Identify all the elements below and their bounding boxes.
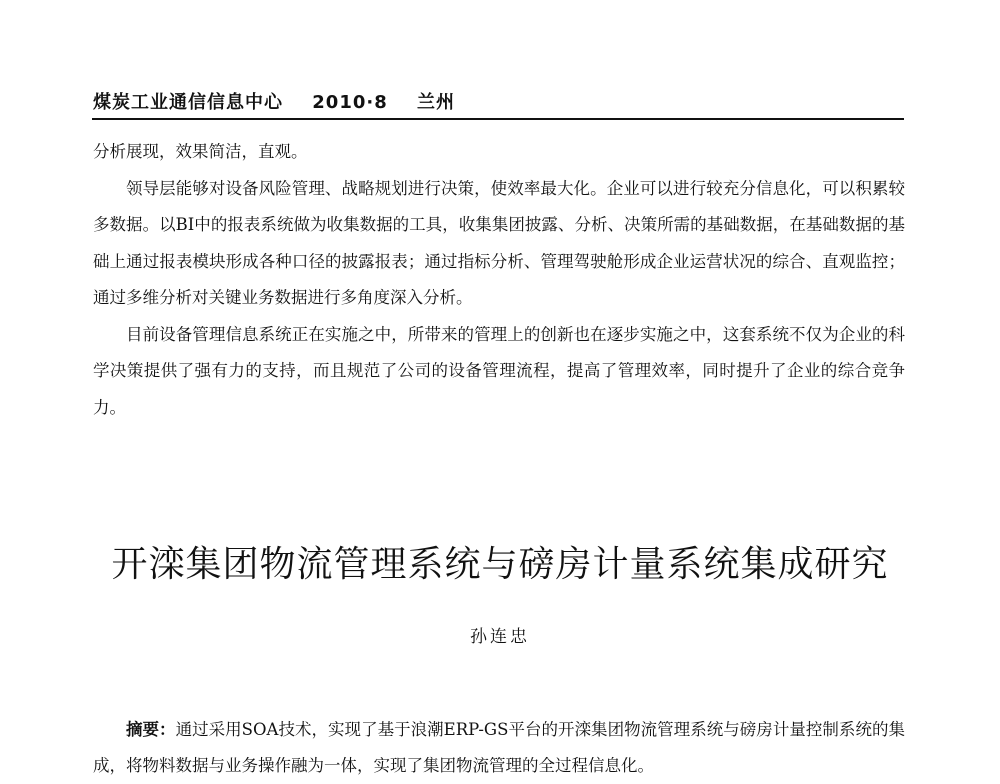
header-date: 2010·8 — [312, 92, 388, 113]
body-paragraph: 目前设备管理信息系统正在实施之中，所带来的管理上的创新也在逐步实施之中，这套系统不仅为企业的科学决策提供了强有力的支持，而且规范了公司的设备管理流程，提高了管理效率，同时提升了企业的综合竞争力。 — [93, 324, 905, 417]
article-author: 孙连忠 — [470, 627, 530, 647]
abstract — [93, 712, 905, 784]
article-title: 开滦集团物流管理系统与磅房计量系统集成研究 — [111, 544, 889, 585]
preceding-article-text — [93, 134, 905, 426]
abstract-label: 摘要： — [126, 720, 176, 739]
header-place: 兰州 — [417, 92, 456, 113]
header-rule — [92, 118, 904, 120]
header-source: 煤炭工业通信信息中心 — [93, 92, 283, 113]
body-paragraph: 领导层能够对设备风险管理、战略规划进行决策，使效率最大化。企业可以进行较充分信息化，可以积累较多数据。以BI中的报表系统做为收集数据的工具，收集集团披露、分析、决策所需的基础数据，在基础数据的基础上通过报表模块形成各种口径的披露报表；通过指标分析、管理驾驶舱形成企业运营状况的综合、直观监控；通过多维分析对关键业务数据进行多角度深入分析。 — [93, 178, 905, 307]
running-header — [93, 88, 477, 114]
body-paragraph: 分析展现，效果简洁，直观。 — [93, 142, 308, 161]
abstract-text: 通过采用SOA技术，实现了基于浪潮ERP-GS平台的开滦集团物流管理系统与磅房计量控制系统的集成，将物料数据与业务操作融为一体，实现了集团物流管理的全过程信息化。 — [93, 720, 905, 775]
